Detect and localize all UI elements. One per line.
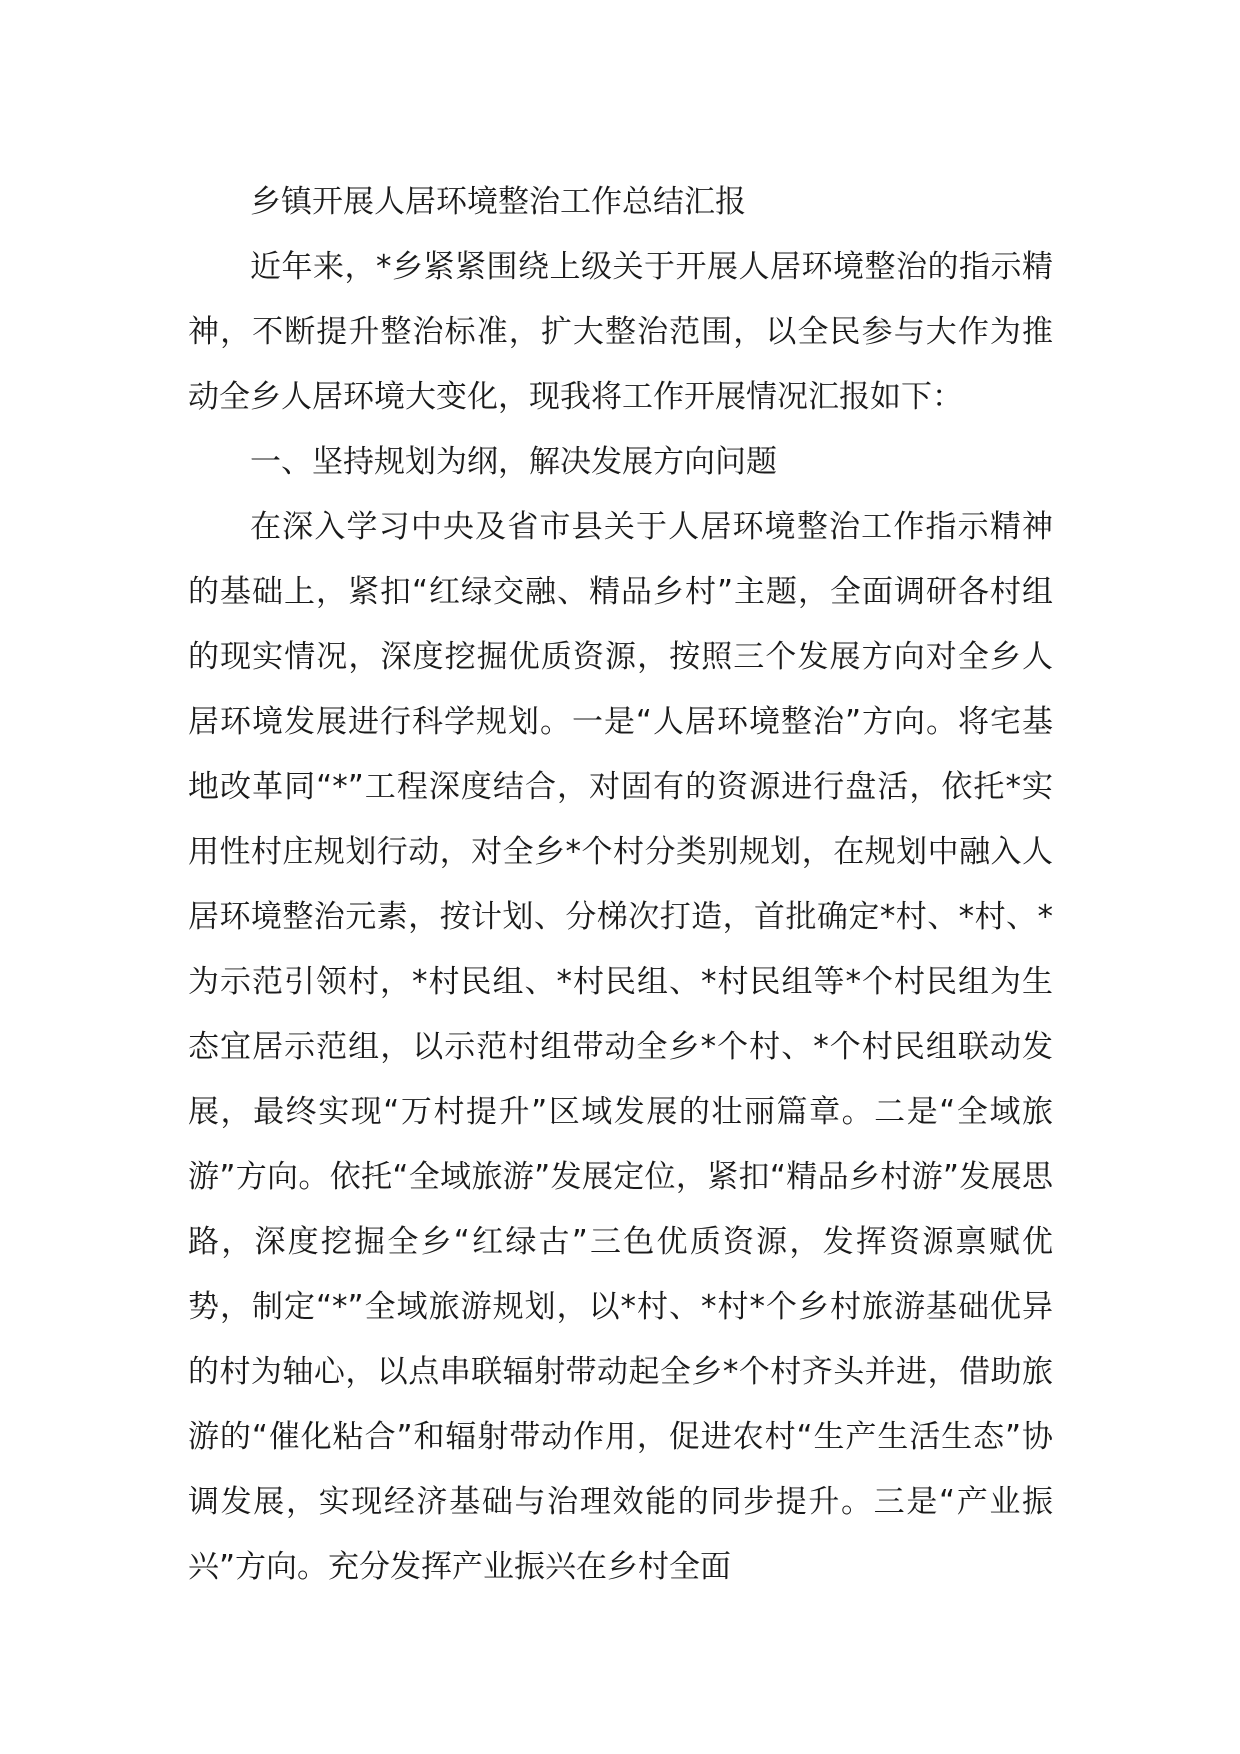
document-title: 乡镇开展人居环境整治工作总结汇报 <box>250 184 746 220</box>
document-body <box>188 170 1053 1600</box>
section-1-heading: 一、坚持规划为纲，解决发展方向问题 <box>250 444 777 480</box>
intro-paragraph: 近年来，*乡紧紧围绕上级关于开展人居环境整治的指示精神，不断提升整治标准，扩大整治范围，以全民参与大作为推动全乡人居环境大变化，现我将工作开展情况汇报如下： <box>188 249 1053 415</box>
section-1-paragraph: 在深入学习中央及省市县关于人居环境整治工作指示精神的基础上，紧扣“红绿交融、精品乡村”主题，全面调研各村组的现实情况，深度挖掘优质资源，按照三个发展方向对全乡人居环境发展进行科学规划。一是“人居环境整治”方向。将宅基地改革同“*”工程深度结合，对固有的资源进行盘活，依托*实用性村庄规划行动，对全乡*个村分类别规划，在规划中融入人居环境整治元素，按计划、分梯次打造，首批确定*村、*村、*为示范引领村，*村民组、*村民组、*村民组等*个村民组为生态宜居示范组，以示范村组带动全乡*个村、*个村民组联动发展，最终实现“万村提升”区域发展的壮丽篇章。二是“全域旅游”方向。依托“全域旅游”发展定位，紧扣“精品乡村游”发展思路，深度挖掘全乡“红绿古”三色优质资源，发挥资源禀赋优势，制定“*”全域旅游规划，以*村、*村*个乡村旅游基础优异的村为轴心，以点串联辐射带动起全乡*个村齐头并进，借助旅游的“催化粘合”和辐射带动作用，促进农村“生产生活生态”协调发展，实现经济基础与治理效能的同步提升。三是“产业振兴”方向。充分发挥产业振兴在乡村全面 <box>188 509 1053 1585</box>
